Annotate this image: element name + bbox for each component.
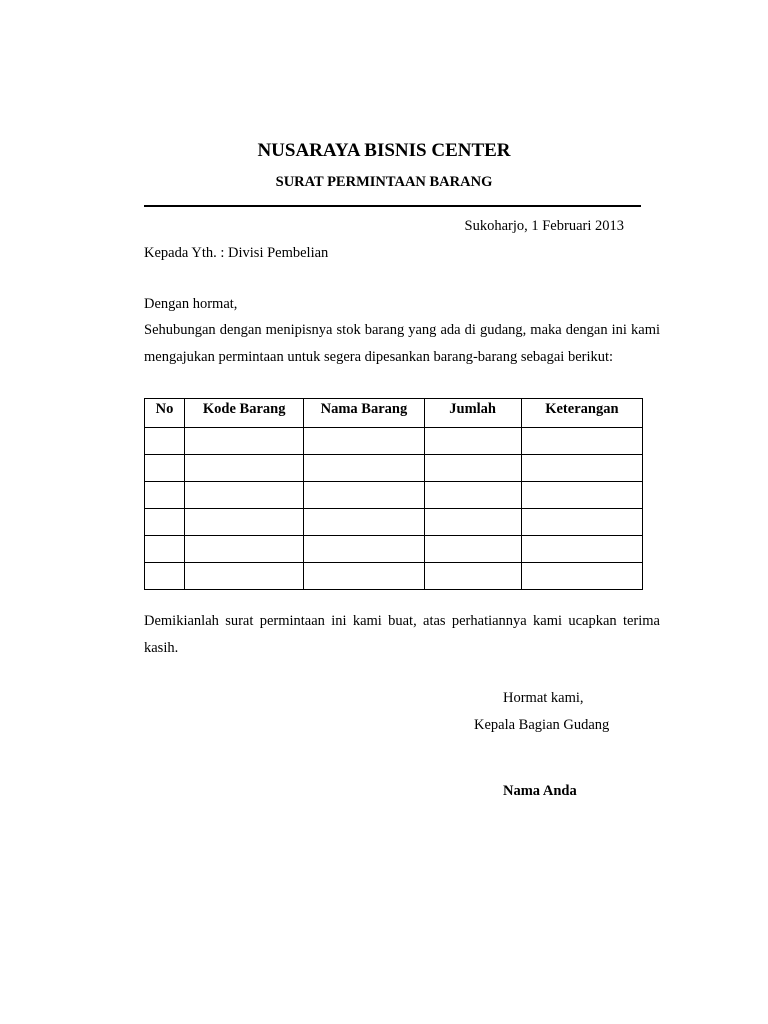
intro-paragraph: Sehubungan dengan menipisnya stok barang yang ada di gudang, maka dengan ini kami mengajukan permintaan untuk segera dipesankan barang-barang sebagai berikut: [144, 322, 660, 365]
cell-jumlah [424, 482, 521, 509]
cell-keterangan [521, 428, 642, 455]
header-kode-barang: Kode Barang [185, 399, 304, 428]
header-no: No [145, 399, 185, 428]
signer-position: Kepala Bagian Gudang [474, 717, 610, 733]
cell-kode-barang [185, 428, 304, 455]
cell-kode-barang [185, 563, 304, 590]
cell-jumlah [424, 536, 521, 563]
cell-jumlah [424, 509, 521, 536]
cell-no [145, 536, 185, 563]
table-row [145, 536, 643, 563]
items-table [144, 398, 643, 590]
table-row [145, 428, 643, 455]
signer-name: Nama Anda [503, 783, 577, 799]
cell-no [145, 455, 185, 482]
cell-keterangan [521, 509, 642, 536]
company-name: NUSARAYA BISNIS CENTER [257, 140, 511, 161]
cell-keterangan [521, 536, 642, 563]
cell-keterangan [521, 482, 642, 509]
cell-keterangan [521, 455, 642, 482]
cell-kode-barang [185, 482, 304, 509]
cell-jumlah [424, 563, 521, 590]
cell-jumlah [424, 455, 521, 482]
cell-no [145, 428, 185, 455]
cell-keterangan [521, 563, 642, 590]
closing-paragraph: Demikianlah surat permintaan ini kami buat, atas perhatiannya kami ucapkan terima kasih. [144, 613, 660, 656]
table-row [145, 509, 643, 536]
cell-nama-barang [304, 455, 424, 482]
date-line: Sukoharjo, 1 Februari 2013 [464, 218, 624, 234]
greeting: Dengan hormat, [144, 296, 238, 312]
cell-no [145, 563, 185, 590]
table-header-row [145, 399, 643, 428]
table-row [145, 482, 643, 509]
closing-salutation: Hormat kami, [503, 690, 584, 706]
cell-no [145, 482, 185, 509]
cell-kode-barang [185, 509, 304, 536]
letter-title: SURAT PERMINTAAN BARANG [275, 174, 493, 190]
table-row [145, 563, 643, 590]
cell-no [145, 509, 185, 536]
header-keterangan: Keterangan [521, 399, 642, 428]
table-row [145, 455, 643, 482]
header-divider [144, 205, 641, 207]
cell-kode-barang [185, 455, 304, 482]
header-jumlah: Jumlah [424, 399, 521, 428]
cell-nama-barang [304, 428, 424, 455]
cell-nama-barang [304, 563, 424, 590]
cell-jumlah [424, 428, 521, 455]
recipient-line: Kepada Yth. : Divisi Pembelian [144, 245, 329, 261]
cell-kode-barang [185, 536, 304, 563]
cell-nama-barang [304, 536, 424, 563]
cell-nama-barang [304, 509, 424, 536]
header-nama-barang: Nama Barang [304, 399, 424, 428]
cell-nama-barang [304, 482, 424, 509]
